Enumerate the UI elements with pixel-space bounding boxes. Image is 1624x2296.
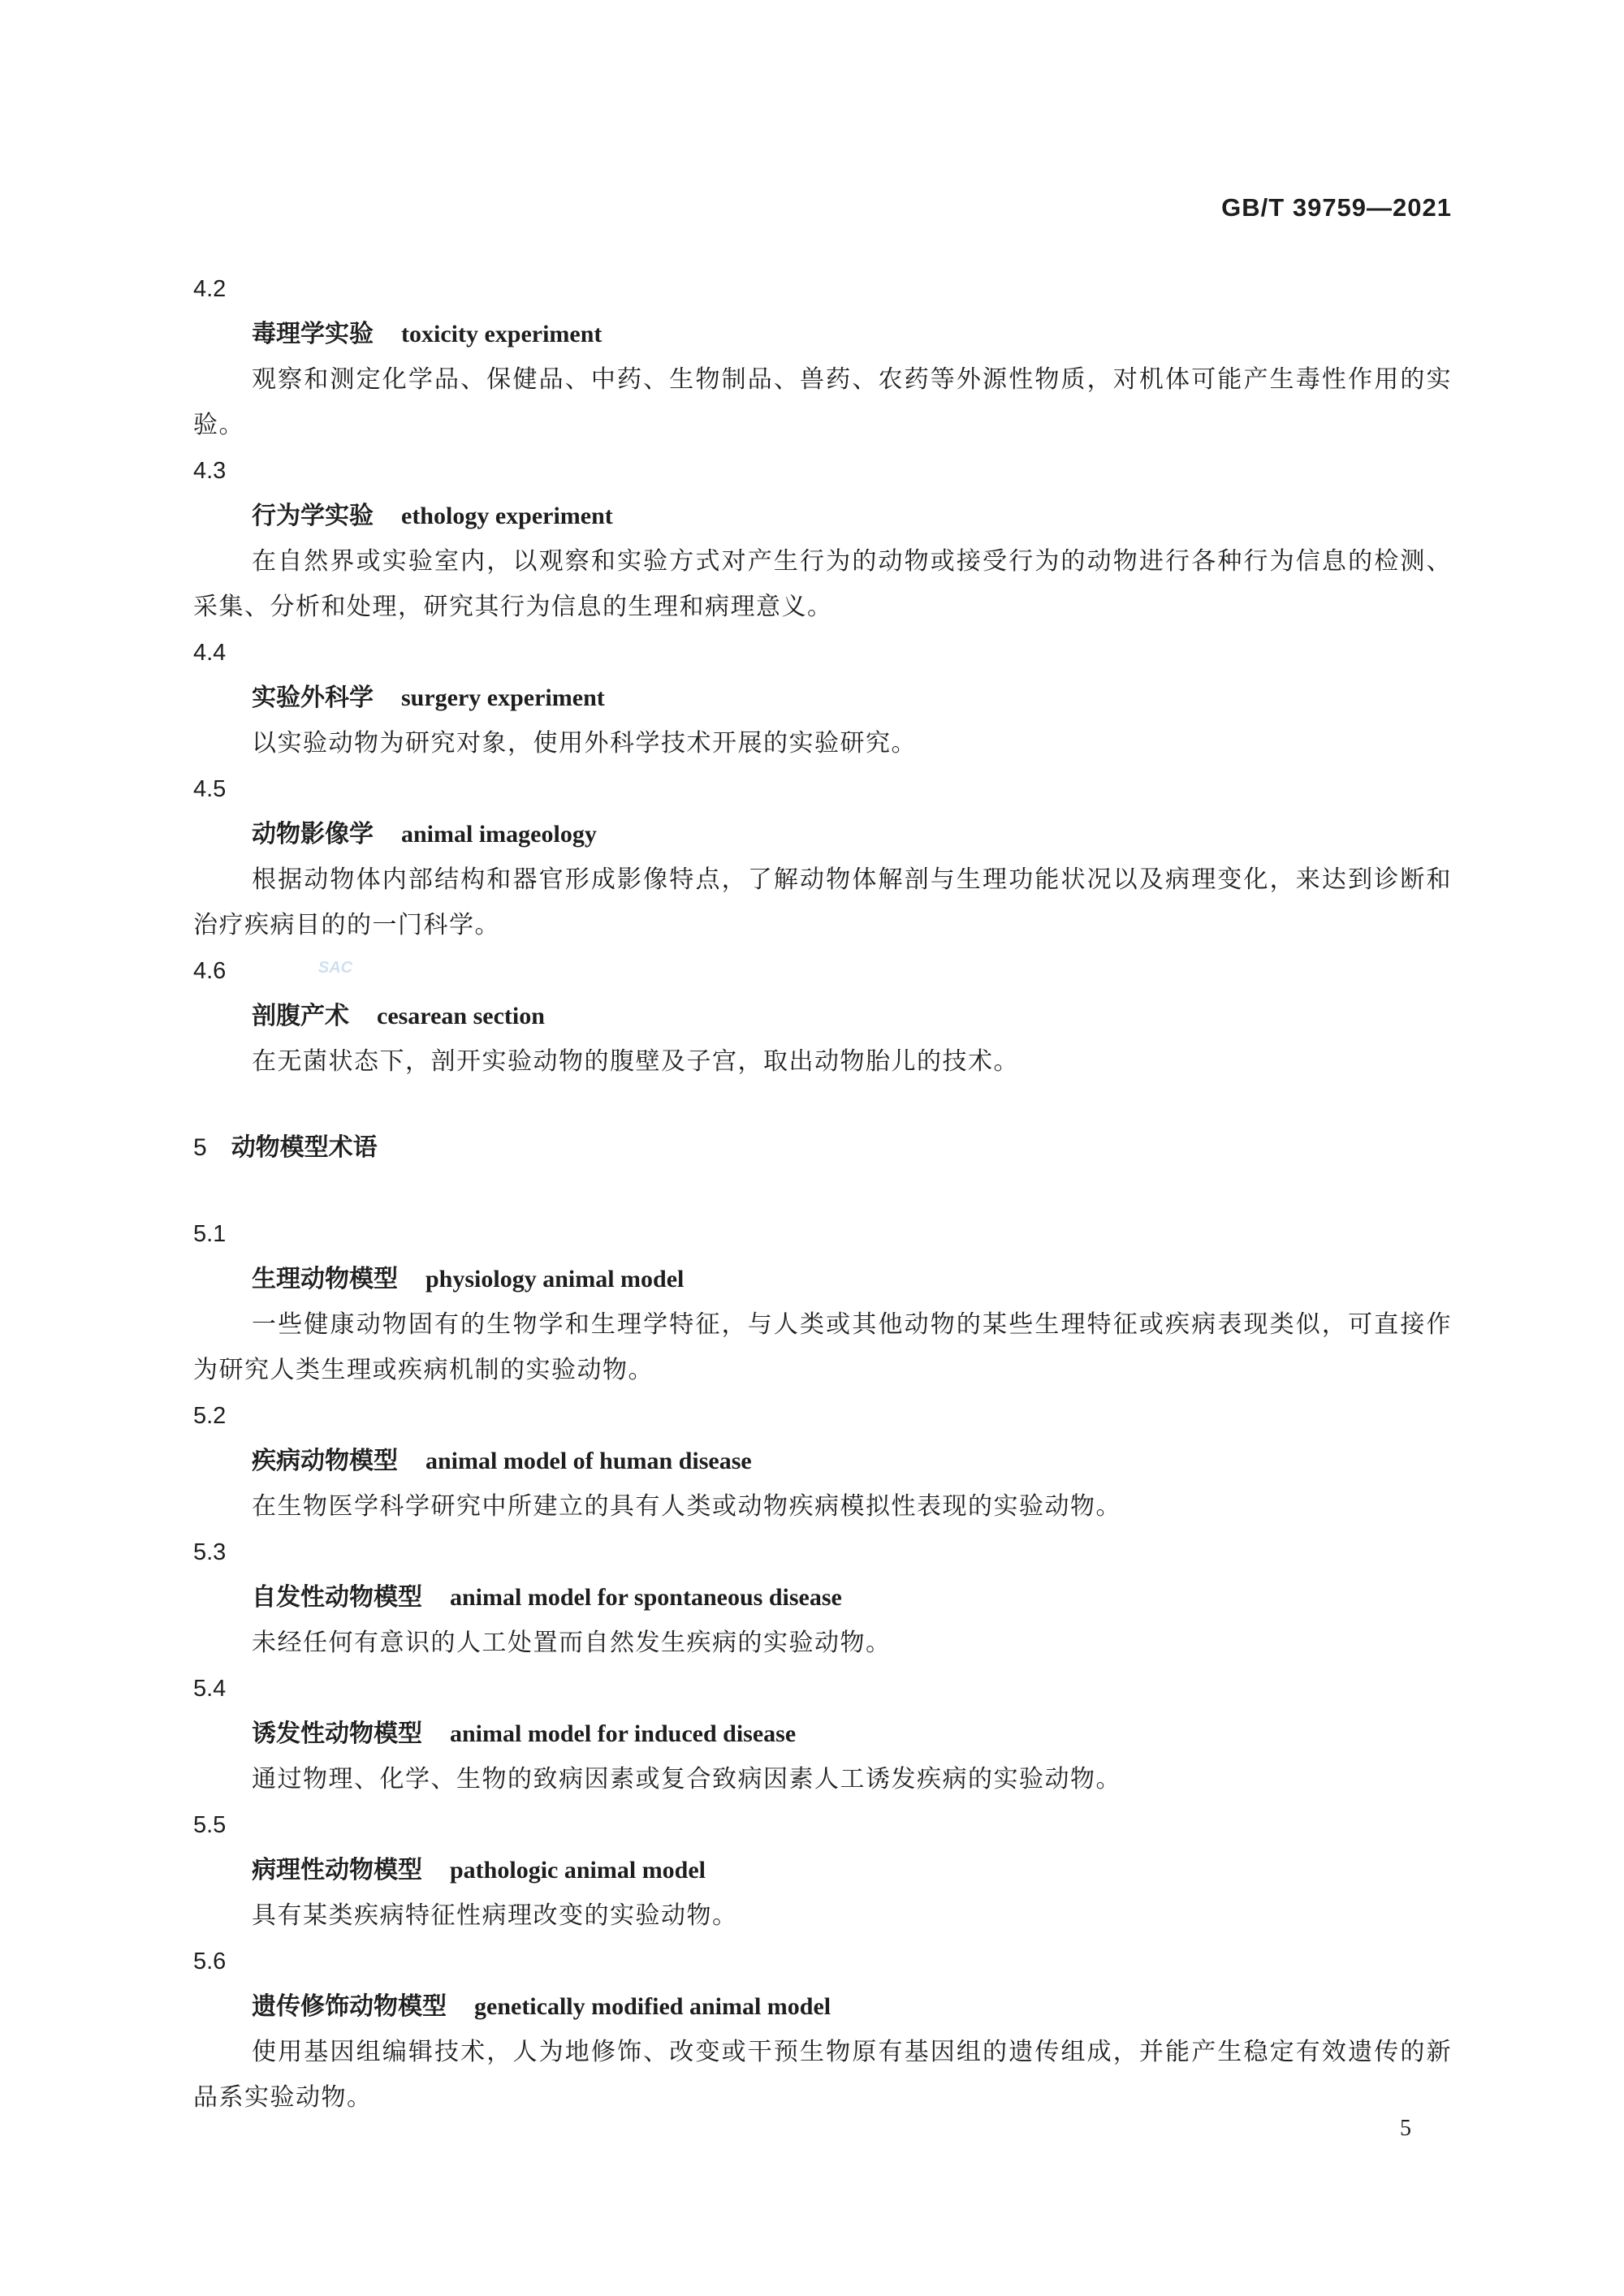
- term-definition: 根据动物体内部结构和器官形成影像特点，了解动物体解剖与生理功能状况以及病理变化，来达到诊断和治疗疾病目的的一门科学。: [193, 865, 1452, 939]
- clause-number: 4.4: [193, 640, 227, 666]
- term-chinese: 疾病动物模型: [252, 1447, 398, 1475]
- term-chinese: 自发性动物模型: [252, 1583, 422, 1612]
- section-title: 动物模型术语: [231, 1133, 378, 1162]
- term-entry: [193, 1393, 1452, 1530]
- term-definition: 一些健康动物固有的生物学和生理学特征，与人类或其他动物的某些生理特征或疾病表现类似，可直接作为研究人类生理或疾病机制的实验动物。: [193, 1310, 1452, 1384]
- section-heading: [193, 1125, 1452, 1171]
- clause-number: 4.6: [193, 958, 227, 984]
- sac-watermark-logo: SAC: [317, 958, 353, 977]
- term-line: [252, 1711, 1452, 1757]
- terms-list-section-4: [193, 266, 1452, 1085]
- term-english: genetically modified animal model: [474, 1993, 831, 2020]
- term-chinese: 动物影像学: [252, 820, 374, 848]
- term-definition: 在自然界或实验室内，以观察和实验方式对产生行为的动物或接受行为的动物进行各种行为信息的检测、采集、分析和处理，研究其行为信息的生理和病理意义。: [193, 547, 1452, 621]
- term-chinese: 实验外科学: [252, 684, 374, 712]
- clause-number: 5.2: [193, 1403, 227, 1429]
- term-chinese: 行为学实验: [252, 502, 374, 530]
- term-definition: 在无菌状态下，剖开实验动物的腹壁及子宫，取出动物胎儿的技术。: [252, 1047, 1019, 1076]
- term-entry: [193, 1939, 1452, 2121]
- term-english: animal model of human disease: [425, 1448, 752, 1474]
- term-entry: [193, 1530, 1452, 1666]
- term-english: animal imageology: [401, 821, 597, 848]
- term-entry: [193, 1666, 1452, 1802]
- term-definition: 使用基因组编辑技术，人为地修饰、改变或干预生物原有基因组的遗传组成，并能产生稳定有效遗传的新品系实验动物。: [193, 2038, 1452, 2112]
- clause-number: 4.5: [193, 776, 227, 802]
- term-entry: [193, 1211, 1452, 1393]
- clause-number: 5.5: [193, 1812, 227, 1838]
- term-line: [252, 494, 1452, 539]
- clause-number: 5.6: [193, 1949, 227, 1974]
- term-english: toxicity experiment: [401, 321, 603, 347]
- term-line: [252, 1575, 1452, 1621]
- clause-number: 4.3: [193, 458, 227, 484]
- term-line: [252, 1257, 1452, 1302]
- clause-number: 4.2: [193, 276, 227, 302]
- term-entry: [193, 948, 1452, 1085]
- term-line: [252, 675, 1452, 721]
- term-definition: 通过物理、化学、生物的致病因素或复合致病因素人工诱发疾病的实验动物。: [252, 1765, 1121, 1793]
- term-line: [252, 1439, 1452, 1484]
- term-definition: 以实验动物为研究对象，使用外科学技术开展的实验研究。: [252, 729, 917, 757]
- term-definition: 未经任何有意识的人工处置而自然发生疾病的实验动物。: [252, 1629, 892, 1657]
- term-chinese: 毒理学实验: [252, 320, 374, 348]
- term-chinese: 生理动物模型: [252, 1265, 398, 1293]
- term-definition: 在生物医学科学研究中所建立的具有人类或动物疾病模拟性表现的实验动物。: [252, 1492, 1121, 1521]
- term-line: [252, 1984, 1452, 2030]
- term-chinese: 诱发性动物模型: [252, 1720, 422, 1748]
- term-line: [252, 994, 1452, 1039]
- clause-number: 5.1: [193, 1221, 227, 1247]
- clause-number: 5.3: [193, 1539, 227, 1565]
- standard-code-header: GB/T 39759—2021: [1221, 193, 1452, 222]
- term-entry: [193, 630, 1452, 766]
- clause-number: 5.4: [193, 1676, 227, 1702]
- term-chinese: 遗传修饰动物模型: [252, 1992, 447, 2021]
- term-chinese: 剖腹产术: [252, 1002, 349, 1030]
- term-english: cesarean section: [377, 1003, 545, 1029]
- terms-list-section-5: [193, 1211, 1452, 2121]
- term-english: animal model for spontaneous disease: [450, 1584, 842, 1611]
- term-definition: 具有某类疾病特征性病理改变的实验动物。: [252, 1901, 738, 1930]
- term-english: animal model for induced disease: [450, 1720, 797, 1747]
- term-entry: [193, 1802, 1452, 1939]
- page-number: 5: [1400, 2116, 1411, 2141]
- term-english: pathologic animal model: [450, 1857, 706, 1884]
- term-chinese: 病理性动物模型: [252, 1856, 422, 1884]
- section-number: 5: [193, 1134, 207, 1161]
- term-english: physiology animal model: [425, 1266, 685, 1293]
- document-body: [193, 266, 1452, 2121]
- term-line: [252, 1848, 1452, 1893]
- term-definition: 观察和测定化学品、保健品、中药、生物制品、兽药、农药等外源性物质，对机体可能产生毒性作用的实验。: [193, 365, 1452, 439]
- term-line: [252, 312, 1452, 357]
- term-english: ethology experiment: [401, 503, 613, 529]
- term-line: [252, 812, 1452, 857]
- term-entry: [193, 448, 1452, 630]
- term-english: surgery experiment: [401, 684, 605, 711]
- term-entry: [193, 266, 1452, 448]
- term-entry: [193, 766, 1452, 948]
